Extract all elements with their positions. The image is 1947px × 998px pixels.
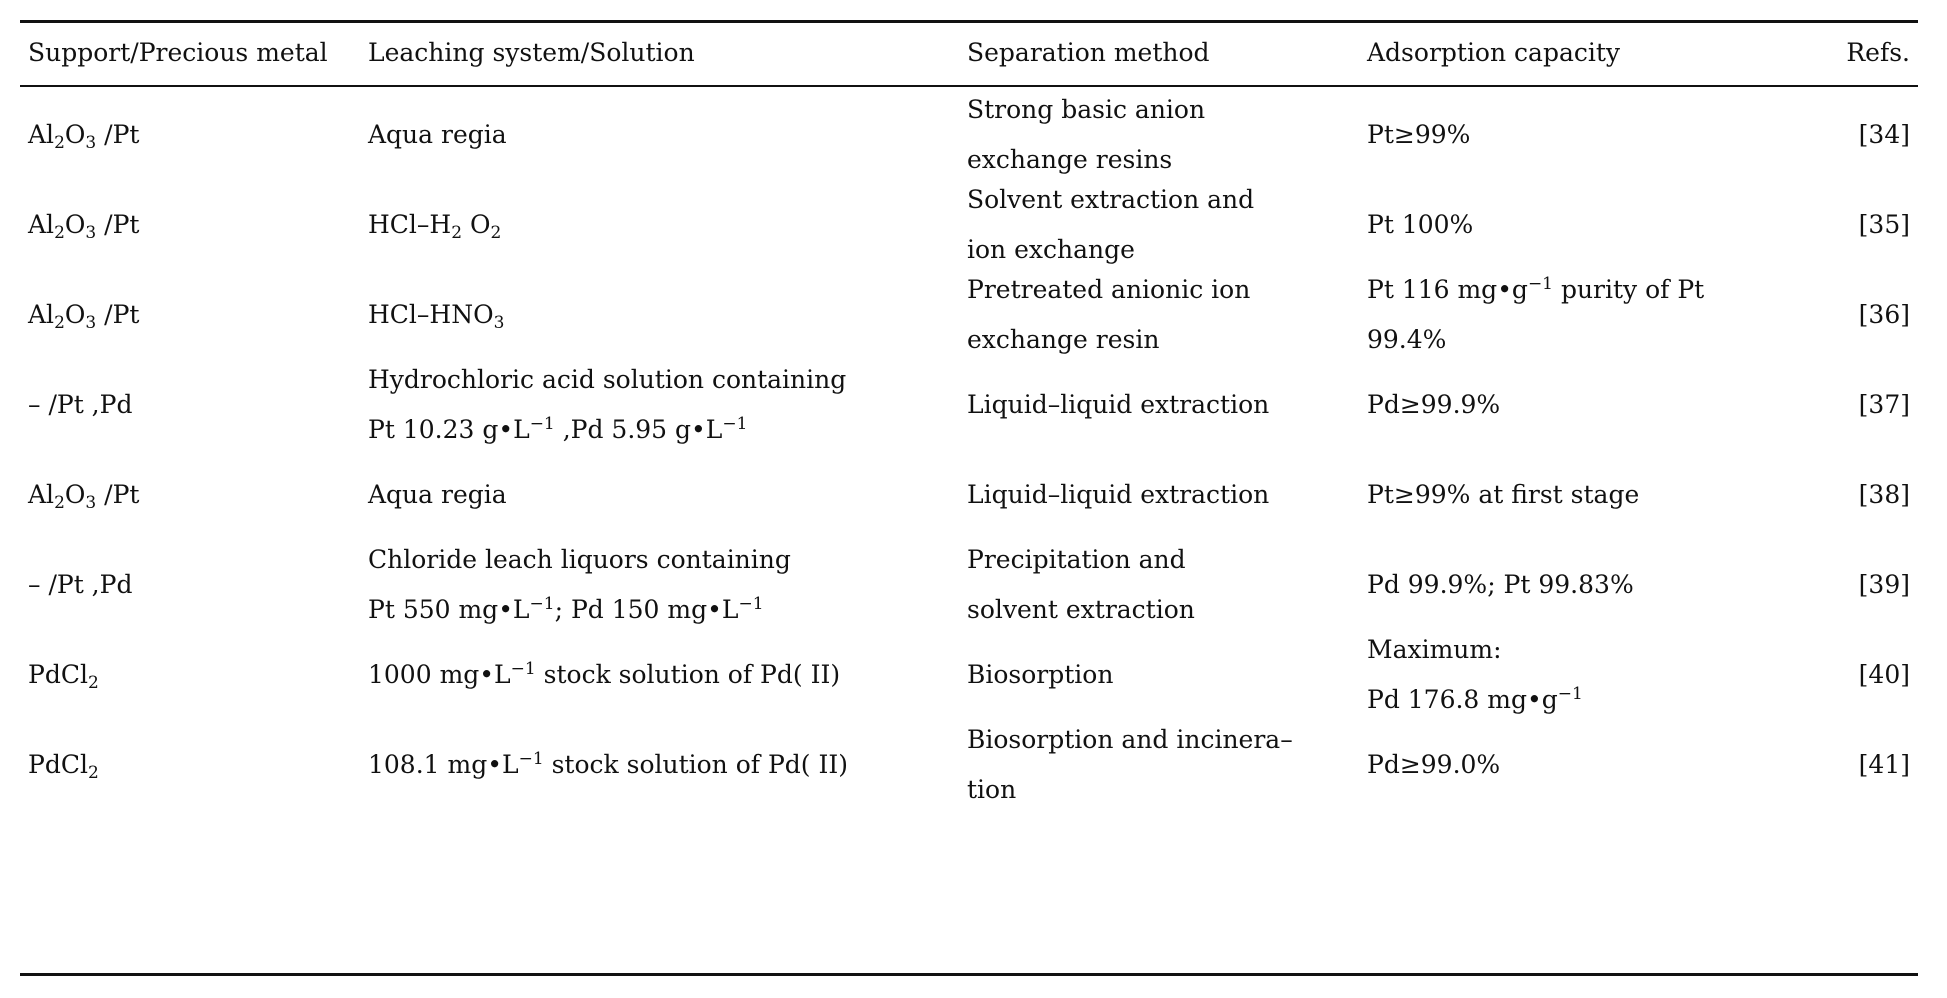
cell-capacity: Pt≥99%	[1367, 120, 1471, 149]
table-bottom-rule	[20, 973, 1918, 976]
table-row	[20, 720, 1918, 810]
cell-leaching: 108.1 $mg•L^{-1}$ stock solution of Pd( II)	[368, 749, 849, 779]
table-row	[20, 270, 1918, 360]
cell-leaching: Chloride leach liquors containing Pt 550 $mg•L^{-1}$; Pd 150 $mg•L^{-1}$	[368, 545, 791, 624]
cell-ref: [38]	[1858, 480, 1910, 509]
cell-separation: Precipitation and solvent extraction	[967, 545, 1195, 624]
cell-ref: [34]	[1858, 120, 1910, 149]
cell-ref: [37]	[1858, 390, 1910, 419]
cell-ref: [39]	[1858, 570, 1910, 599]
cell-support: – /Pt ,Pd	[28, 570, 133, 599]
cell-support: $Al_2O_3$ /Pt	[28, 120, 140, 153]
table-top-rule	[20, 20, 1918, 23]
header-leaching: Leaching system/Solution	[368, 38, 695, 67]
cell-capacity: Pt≥99% at first stage	[1367, 480, 1640, 509]
cell-support: $Al_2O_3$ /Pt	[28, 210, 140, 243]
cell-separation: Solvent extraction and ion exchange	[967, 185, 1255, 264]
cell-ref: [41]	[1858, 750, 1910, 779]
cell-separation: Biosorption and incinera– tion	[967, 725, 1293, 804]
header-capacity: Adsorption capacity	[1367, 38, 1621, 67]
cell-ref: [36]	[1858, 300, 1910, 329]
cell-capacity: Pd≥99.9%	[1367, 390, 1501, 419]
header-separation: Separation method	[967, 38, 1210, 67]
cell-capacity: Maximum: Pd 176.8 $mg•g^{-1}$	[1367, 635, 1583, 714]
table-row	[20, 360, 1918, 450]
cell-separation: Biosorption	[967, 660, 1114, 689]
cell-leaching: Aqua regia	[368, 480, 507, 509]
cell-separation: Liquid–liquid extraction	[967, 480, 1270, 509]
cell-support: PdCl$_2$	[28, 750, 99, 783]
cell-support: $Al_2O_3$ /Pt	[28, 300, 140, 333]
header-support: Support/Precious metal	[28, 38, 328, 67]
cell-leaching: HCl–$H_2$ $O_2$	[368, 210, 502, 243]
cell-support: $Al_2O_3$ /Pt	[28, 480, 140, 513]
cell-capacity: Pt 116 $mg•g^{-1}$ purity of Pt 99.4%	[1367, 274, 1705, 354]
table-header-row	[20, 24, 1918, 82]
cell-leaching: HCl–$HNO_3$	[368, 300, 505, 333]
cell-leaching: Aqua regia	[368, 120, 507, 149]
cell-capacity: Pd 99.9%; Pt 99.83%	[1367, 570, 1634, 599]
table-row	[20, 630, 1918, 720]
header-refs: Refs.	[1846, 38, 1910, 67]
cell-capacity: Pt 100%	[1367, 210, 1474, 239]
cell-separation: Strong basic anion exchange resins	[967, 95, 1206, 174]
cell-ref: [35]	[1858, 210, 1910, 239]
cell-capacity: Pd≥99.0%	[1367, 750, 1501, 779]
cell-ref: [40]	[1858, 660, 1910, 689]
table-row	[20, 450, 1918, 540]
table-row	[20, 540, 1918, 630]
cell-support: PdCl$_2$	[28, 660, 99, 693]
table-row	[20, 180, 1918, 270]
cell-separation: Pretreated anionic ion exchange resin	[967, 275, 1251, 354]
cell-separation: Liquid–liquid extraction	[967, 390, 1270, 419]
table-row	[20, 90, 1918, 180]
cell-leaching: 1000 $mg•L^{-1}$ stock solution of Pd( II)	[368, 659, 841, 689]
cell-support: – /Pt ,Pd	[28, 390, 133, 419]
cell-leaching: Hydrochloric acid solution containing Pt 10.23 $g•L^{-1}$ ,Pd 5.95 $g•L^{-1}$	[368, 365, 847, 444]
